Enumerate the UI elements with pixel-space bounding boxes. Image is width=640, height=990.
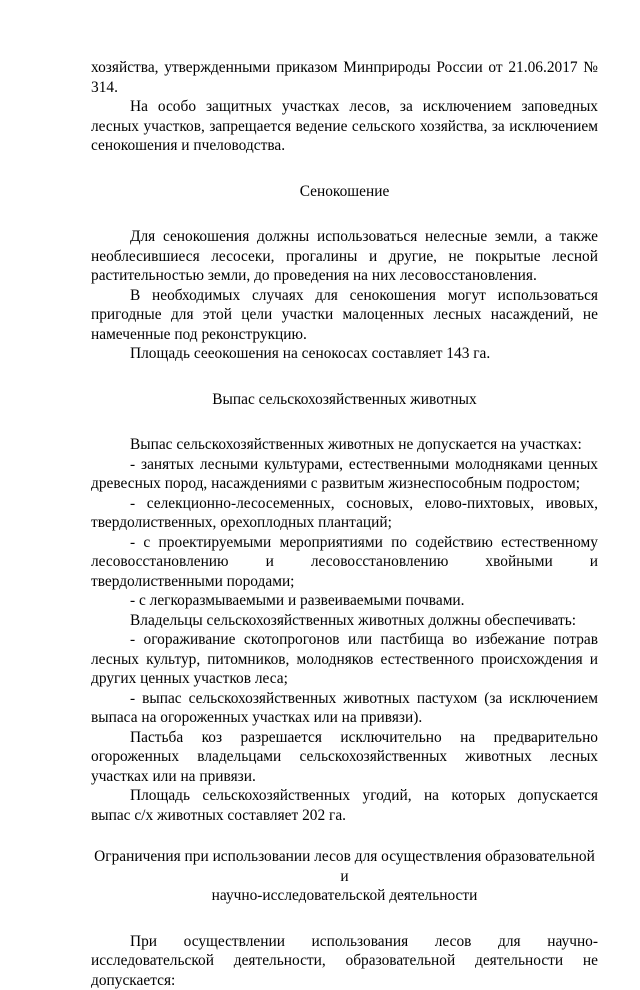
heading-haymaking: Сенокошение [91, 182, 598, 202]
paragraph-goats: Пастьба коз разрешается исключительно на предварительно огороженных владельцами сельскохозяйственных животных лесных участках или на привязи. [91, 728, 598, 787]
paragraph-hay-lands: Для сенокошения должны использоваться нелесные земли, а также необлесившиеся лесосеки, прогалины и другие, не покрытые лесной растительностью земли, до проведения на них лесовосстановления. [91, 227, 598, 286]
list-item-owners: - выпас сельскохозяйственных животных пастухом (за исключением выпаса на огороженных участках или на привязи). [91, 689, 598, 728]
paragraph-hay-area: Площадь сееокошения на сенокосах составляет 143 га. [91, 344, 598, 364]
paragraph-grazing-area: Площадь сельскохозяйственных угодий, на которых допускается выпас с/х животных составляет 202 га. [91, 786, 598, 825]
paragraph-continuation: хозяйства, утвержденными приказом Минприроды России от 21.06.2017 № 314. [91, 58, 598, 97]
paragraph-grazing-intro: Выпас сельскохозяйственных животных не допускается на участках: [91, 435, 598, 455]
paragraph-research: При осуществлении использования лесов для научно-исследовательской деятельности, образовательной деятельности не допускается: [91, 932, 598, 990]
document-page [91, 58, 598, 990]
heading-research-line2: научно-исследовательской деятельности [91, 886, 598, 906]
heading-research-line1: Ограничения при использовании лесов для осуществления образовательной и [91, 847, 598, 886]
paragraph-protective-areas: На особо защитных участках лесов, за исключением заповедных лесных участков, запрещается ведение сельского хозяйства, за исключением сенокошения и пчеловодства. [91, 97, 598, 156]
paragraph-hay-low-value: В необходимых случаях для сенокошения могут использоваться пригодные для этой цели участки малоценных лесных насаждений, не намеченные под реконструкцию. [91, 286, 598, 345]
list-item-grazing: - селекционно-лесосеменных, сосновых, елово-пихтовых, ивовых, твердолиственных, орехоплодных плантаций; [91, 494, 598, 533]
list-item-grazing: - занятых лесными культурами, естественными молодняками ценных древесных пород, насаждениями с развитым жизнеспособным подростом; [91, 455, 598, 494]
paragraph-owners-intro: Владельцы сельскохозяйственных животных должны обеспечивать: [91, 611, 598, 631]
list-item-owners: - огораживание скотопрогонов или пастбища во избежание потрав лесных культур, питомников, молодняков естественного происхождения и других ценных участков леса; [91, 630, 598, 689]
heading-grazing: Выпас сельскохозяйственных животных [91, 390, 598, 410]
list-item-grazing: - с проектируемыми мероприятиями по содействию естественному лесовосстановлению и лесовосстановлению хвойными и твердолиственными породами; [91, 533, 598, 592]
list-item-grazing: - с легкоразмываемыми и развеиваемыми почвами. [91, 591, 598, 611]
